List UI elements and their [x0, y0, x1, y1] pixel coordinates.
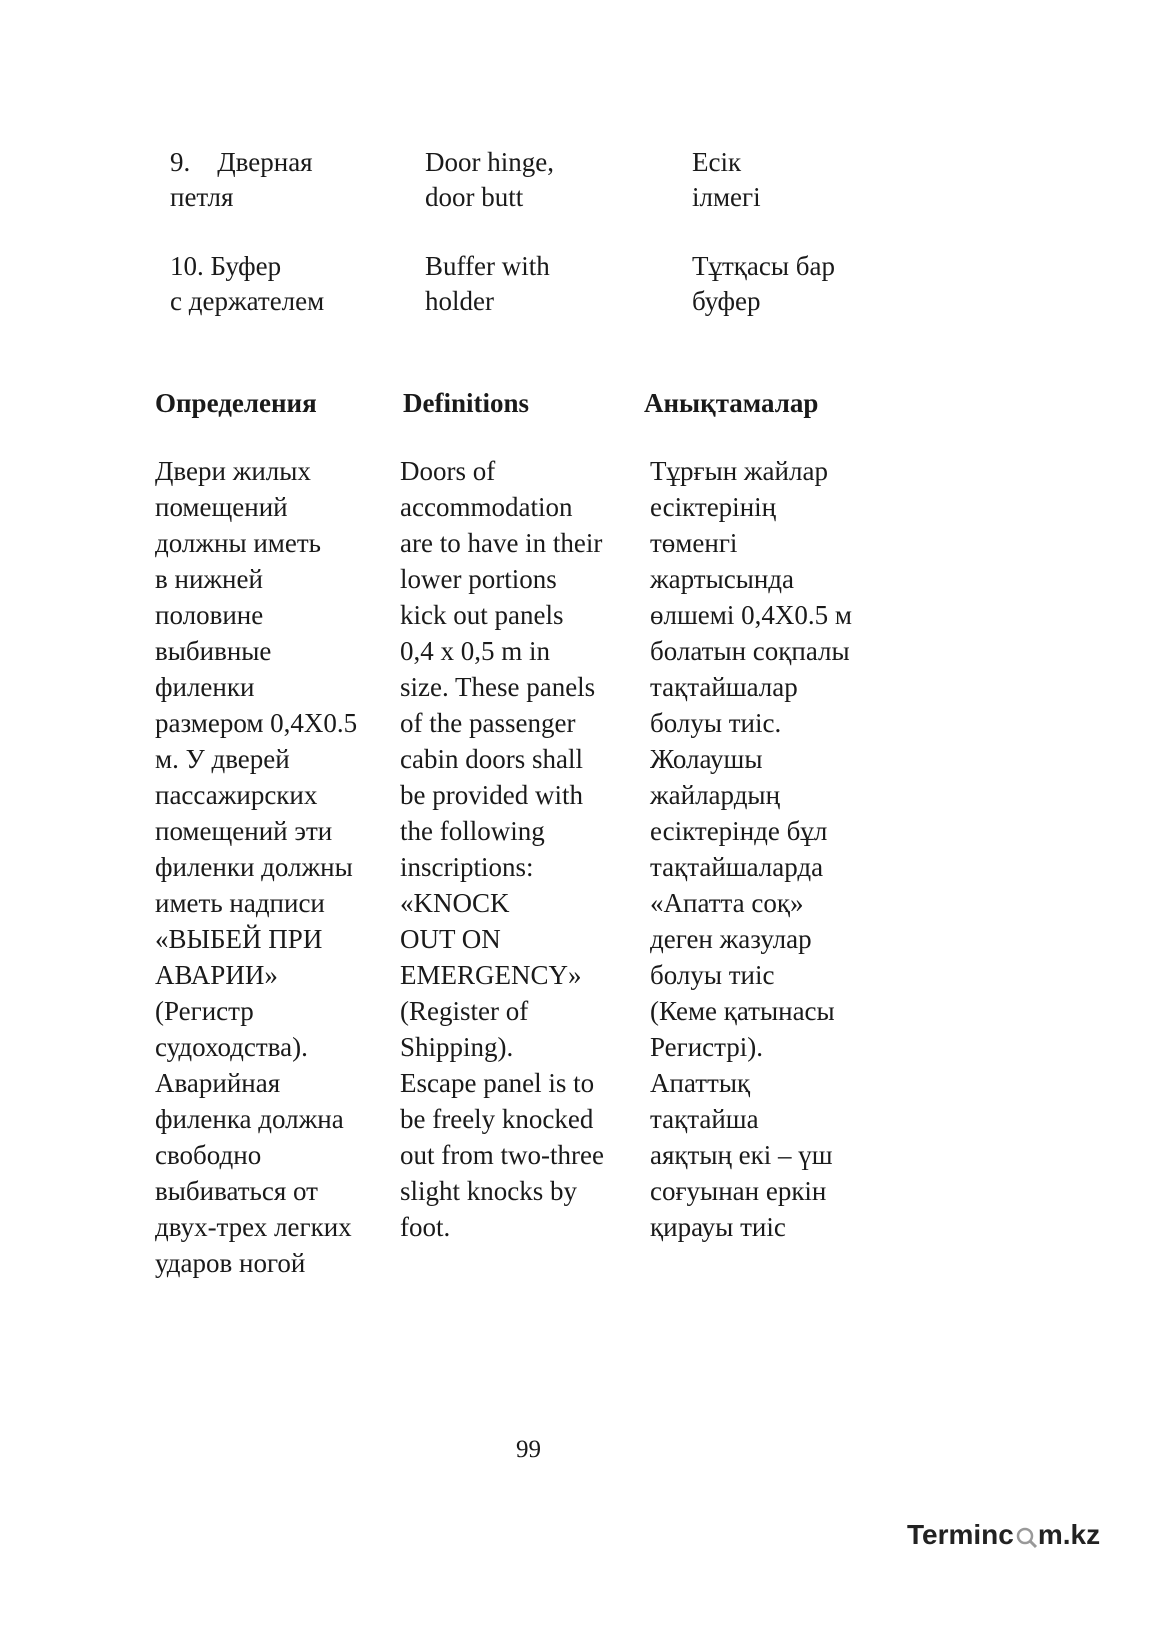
term-10-ru-line-2: с держателем	[170, 286, 325, 316]
definition-kk-line: соғуынан еркін	[650, 1176, 827, 1206]
term-10-ru-line-1: 10. Буфер	[170, 251, 282, 281]
definition-en-line: slight knocks by	[400, 1176, 578, 1206]
definition-kk-line: Регистрі).	[650, 1032, 764, 1062]
definition-en-line: be provided with	[400, 780, 583, 810]
definition-en-line: size. These panels	[400, 672, 596, 702]
term-10-en-line-1: Buffer with	[425, 251, 550, 281]
definition-kk-line: өлшемі 0,4Х0.5 м	[650, 600, 852, 630]
term-10-kk-line-1: Тұтқасы бар	[692, 251, 835, 281]
definition-en-line: inscriptions:	[400, 852, 534, 882]
term-9-en-line-2: door butt	[425, 182, 524, 212]
term-9-en	[425, 145, 554, 215]
definition-en-line: 0,4 x 0,5 m in	[400, 636, 551, 666]
definition-kk-line: «Апатта соқ»	[650, 888, 804, 918]
definition-ru-line: ударов ногой	[155, 1248, 306, 1278]
definition-en-line: out from two-three	[400, 1140, 604, 1170]
definition-ru-line: выбиваться от	[155, 1176, 318, 1206]
definition-en-line: EMERGENCY»	[400, 960, 582, 990]
definition-ru-line: АВАРИИ»	[155, 960, 278, 990]
definition-kk-line: есіктерінің	[650, 492, 777, 522]
definition-kk-line: жайлардың	[650, 780, 781, 810]
definition-kk-line: Жолаушы	[650, 744, 763, 774]
definition-ru-line: помещений	[155, 492, 288, 522]
definition-ru-line: должны иметь	[155, 528, 321, 558]
term-10-en	[425, 249, 550, 319]
definition-ru-line: (Регистр	[155, 996, 254, 1026]
definition-ru-line: помещений эти	[155, 816, 333, 846]
definition-ru-line: размером 0,4Х0.5	[155, 708, 358, 738]
definition-ru	[155, 453, 357, 1281]
definition-ru-line: половине	[155, 600, 264, 630]
definition-ru-line: свободно	[155, 1140, 262, 1170]
definition-ru-line: в нижней	[155, 564, 263, 594]
definition-kk-line: қирауы тиіс	[650, 1212, 786, 1242]
definition-kk-line: тақтайша	[650, 1104, 759, 1134]
term-9-kk	[692, 145, 761, 215]
definition-kk	[650, 453, 852, 1245]
definition-ru-line: двух-трех легких	[155, 1212, 352, 1242]
term-9-kk-line-1: Есік	[692, 147, 742, 177]
definition-kk-line: тақтайшалар	[650, 672, 798, 702]
definition-en-line: kick out panels	[400, 600, 564, 630]
definition-en-line: OUT ON	[400, 924, 501, 954]
definitions-header-kk: Анықтамалар	[644, 388, 819, 418]
definition-kk-line: деген жазулар	[650, 924, 812, 954]
definition-ru-line: Аварийная	[155, 1068, 281, 1098]
logo-prefix: T	[907, 1519, 923, 1550]
definition-ru-line: судоходства).	[155, 1032, 308, 1062]
definition-en-line: the following	[400, 816, 545, 846]
definition-kk-line: есіктерінде бұл	[650, 816, 828, 846]
definition-en-line: «KNOCK	[400, 888, 510, 918]
definition-kk-line: болуы тиіс	[650, 960, 775, 990]
term-9-kk-line-2: ілмегі	[692, 182, 761, 212]
definition-kk-line: тақтайшаларда	[650, 852, 824, 882]
definition-kk-line: Тұрғын жайлар	[650, 456, 828, 486]
definition-en-line: Escape panel is to	[400, 1068, 595, 1098]
term-10-en-line-2: holder	[425, 286, 494, 316]
definition-en-line: cabin doors shall	[400, 744, 583, 774]
definition-en-line: Doors of	[400, 456, 496, 486]
definition-ru-line: филенка должна	[155, 1104, 344, 1134]
definition-kk-line: аяқтың екі – үш	[650, 1140, 833, 1170]
definition-ru-line: иметь надписи	[155, 888, 325, 918]
term-10-kk	[692, 249, 835, 319]
definition-en-line: are to have in their	[400, 528, 603, 558]
definition-kk-line: жартысында	[650, 564, 795, 594]
definition-kk-line: Апаттық	[650, 1068, 751, 1098]
definition-en-line: foot.	[400, 1212, 451, 1242]
term-10-ru	[170, 249, 324, 319]
definition-ru-line: филенки	[155, 672, 255, 702]
definition-en	[400, 453, 604, 1245]
term-9-ru-line-1: 9. Дверная	[170, 147, 313, 177]
definition-ru-line: филенки должны	[155, 852, 353, 882]
term-9-en-line-1: Door hinge,	[425, 147, 554, 177]
definition-ru-line: выбивные	[155, 636, 272, 666]
definition-kk-line: (Кеме қатынасы	[650, 996, 835, 1026]
term-9-ru	[170, 145, 313, 215]
definitions-header-ru: Определения	[155, 388, 317, 418]
definition-en-line: accommodation	[400, 492, 573, 522]
definition-en-line: (Register of	[400, 996, 529, 1026]
definition-ru-line: Двери жилых	[155, 456, 311, 486]
termincom-logo	[907, 1519, 1100, 1551]
definition-kk-line: болуы тиіс.	[650, 708, 782, 738]
term-9-ru-line-2: петля	[170, 182, 234, 212]
definition-en-line: lower portions	[400, 564, 557, 594]
definition-ru-line: м. У дверей	[155, 744, 290, 774]
definition-ru-line: «ВЫБЕЙ ПРИ	[155, 924, 323, 954]
definitions-header-en: Definitions	[403, 388, 530, 418]
page-number: 99	[516, 1436, 541, 1463]
definition-en-line: of the passenger	[400, 708, 576, 738]
logo-suffix: m.kz	[1037, 1519, 1101, 1550]
logo-middle: erminc	[922, 1519, 1014, 1550]
definition-en-line: be freely knocked	[400, 1104, 594, 1134]
definition-ru-line: пассажирских	[155, 780, 318, 810]
definition-kk-line: болатын соқпалы	[650, 636, 850, 666]
term-10-kk-line-2: буфер	[692, 286, 761, 316]
magnifier-icon	[1014, 1525, 1038, 1549]
definition-kk-line: төменгі	[650, 528, 738, 558]
definition-en-line: Shipping).	[400, 1032, 514, 1062]
